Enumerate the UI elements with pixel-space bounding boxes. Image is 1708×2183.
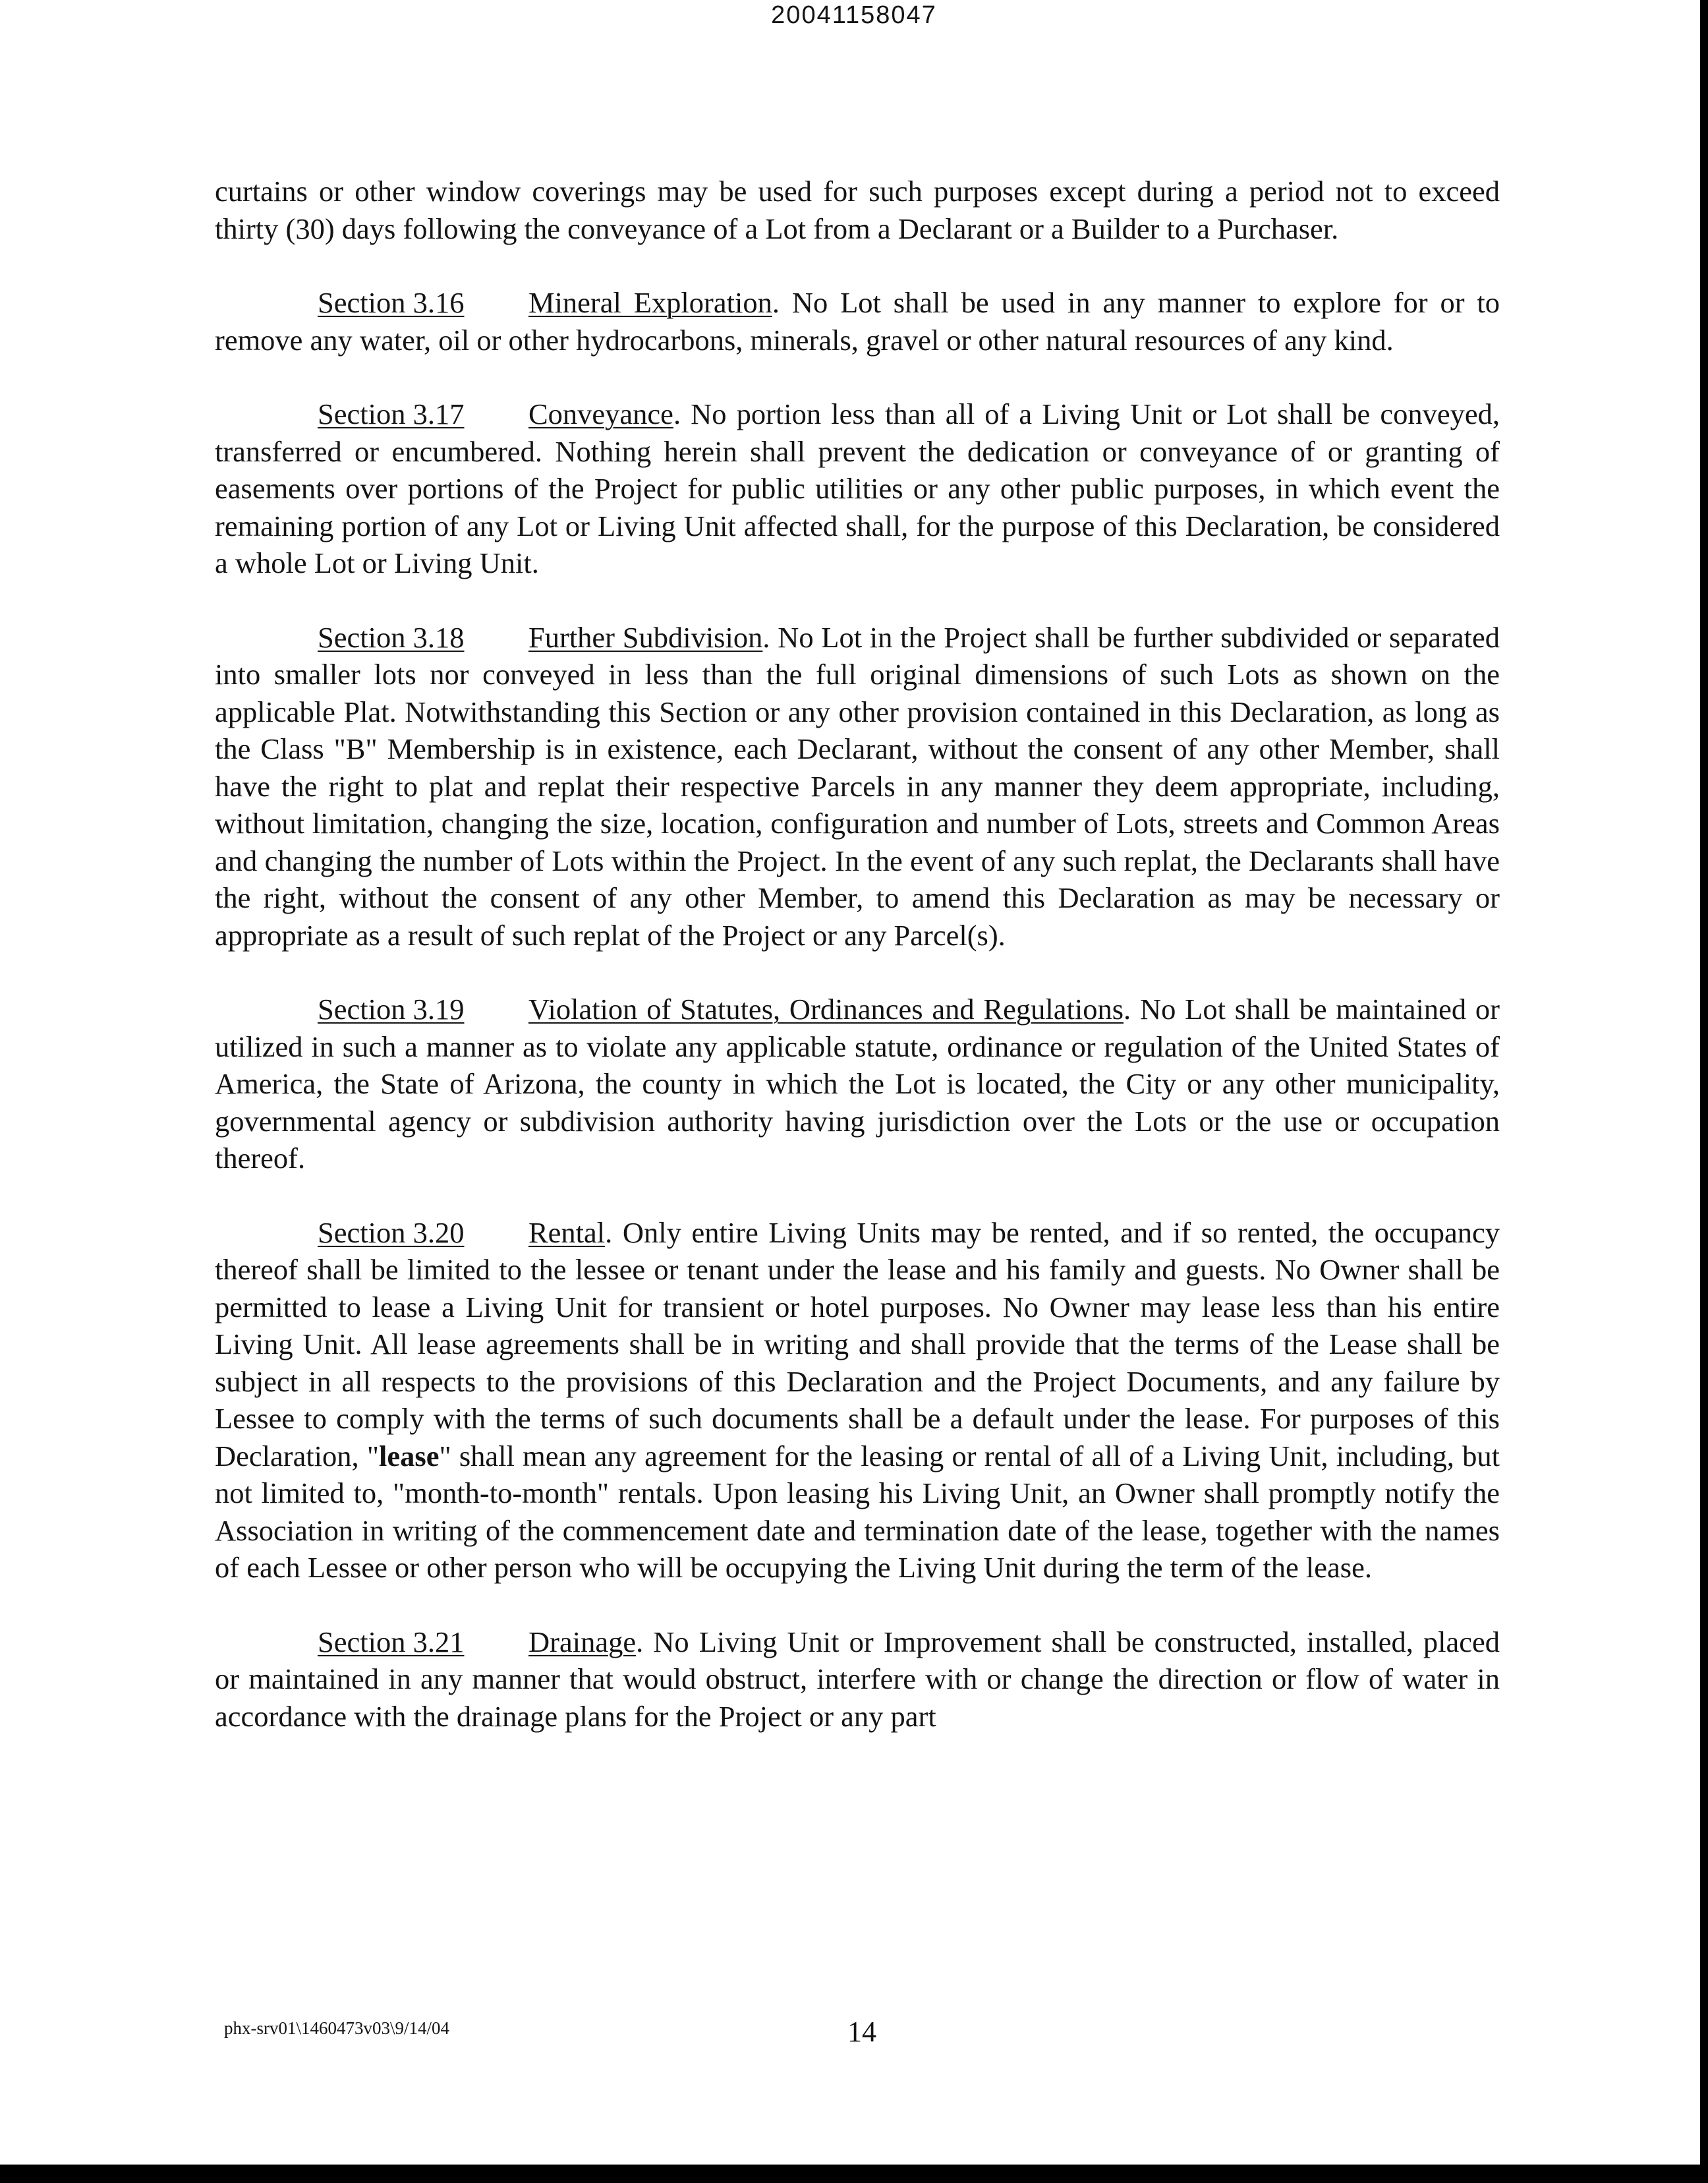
defined-term: lease (379, 1439, 440, 1472)
section-text: . Only entire Living Units may be rented, and if so rented, the occupancy thereof shall be limited to the lessee or tenant under the lease and his family and guests. No Owner shall be permitted to lease a Living Unit for transient or hotel purposes. No Owner may lease less than his entire Living Unit. All lease agreements shall be in writing and shall provide that the terms of the Lease shall be subject in all respects to the provisions of this Declaration and the Project Documents, and any failure by Lessee to comply with the terms of such documents shall be a default under the lease. For purposes of this Declaration, " (215, 1215, 1500, 1472)
section-text: . No Lot shall be used in any manner to explore for or to remove any water, oil or other hydrocarbons, minerals, gravel or other natural resources of any kind. (215, 286, 1500, 357)
section-number: Section 3.20 (318, 1215, 465, 1249)
section-number: Section 3.17 (318, 397, 465, 430)
section-3-20 (215, 1214, 1500, 1586)
section-title: Violation of Statutes, Ordinances and Regulations (528, 993, 1124, 1026)
section-title: Rental (528, 1215, 606, 1249)
section-text: . No portion less than all of a Living Unit or Lot shall be conveyed, transferred or encumbered. Nothing herein shall prevent the dedication or conveyance of or granting of easements over portions of the Project for public utilities or any other public purposes, in which event the remaining portion of any Lot or Living Unit affected shall, for the purpose of this Declaration, be considered a whole Lot or Living Unit. (215, 397, 1500, 579)
section-title: Further Subdivision (528, 620, 763, 654)
section-text-continued: " shall mean any agreement for the leasing or rental of all of a Living Unit, including, but not limited to, "month-to-month" rentals. Upon leasing his Living Unit, an Owner shall promptly notify the Association in writing of the commencement date and termination date of the lease, together with the names of each Lessee or other person who will be occupying the Living Unit during the term of the lease. (215, 1439, 1500, 1584)
section-3-18 (215, 619, 1500, 954)
section-number: Section 3.16 (318, 286, 465, 319)
section-number: Section 3.21 (318, 1625, 465, 1658)
section-text: . No Lot shall be maintained or utilized in such a manner as to violate any applicable statute, ordinance or regulation of the United States of America, the State of Arizona, the county in which the Lot is located, the City or any other municipality, governmental agency or subdivision authority having jurisdiction over the Lots or the use or occupation thereof. (215, 993, 1500, 1175)
section-number: Section 3.19 (318, 993, 465, 1026)
continued-paragraph: curtains or other window coverings may be used for such purposes except during a period not to exceed thirty (30) days following the conveyance of a Lot from a Declarant or a Builder to a Purchaser. (215, 175, 1500, 245)
document-id-header: 20041158047 (771, 1, 937, 29)
section-3-21 (215, 1623, 1500, 1735)
section-title: Drainage (528, 1625, 637, 1658)
document-body (215, 173, 1500, 1735)
section-3-19 (215, 991, 1500, 1177)
footer-file-path: phx-srv01\1460473v03\9/14/04 (224, 2018, 449, 2038)
section-text: . No Living Unit or Improvement shall be constructed, installed, placed or maintained in any manner that would obstruct, interfere with or change the direction or flow of water in accordance with the drainage plans for the Project or any part (215, 1625, 1500, 1733)
section-3-16 (215, 284, 1500, 359)
section-number: Section 3.18 (318, 620, 465, 654)
section-title: Mineral Exploration (528, 286, 772, 319)
section-text: . No Lot in the Project shall be further subdivided or separated into smaller lots nor conveyed in less than the full original dimensions of such Lots as shown on the applicable Plat. Notwithstanding this Section or any other provision contained in this Declaration, as long as the Class "B" Membership is in existence, each Declarant, without the consent of any other Member, shall have the right to plat and replat their respective Parcels in any manner they deem appropriate, including, without limitation, changing the size, location, configuration and number of Lots, streets and Common Areas and changing the number of Lots within the Project. In the event of any such replat, the Declarants shall have the right, without the consent of any other Member, to amend this Declaration as may be necessary or appropriate as a result of such replat of the Project or any Parcel(s). (215, 620, 1500, 952)
scan-edge-bottom (0, 2165, 1708, 2183)
section-title: Conveyance (528, 397, 673, 430)
scan-edge-right (1700, 0, 1708, 2183)
section-3-17 (215, 395, 1500, 582)
page-number: 14 (847, 2016, 876, 2048)
